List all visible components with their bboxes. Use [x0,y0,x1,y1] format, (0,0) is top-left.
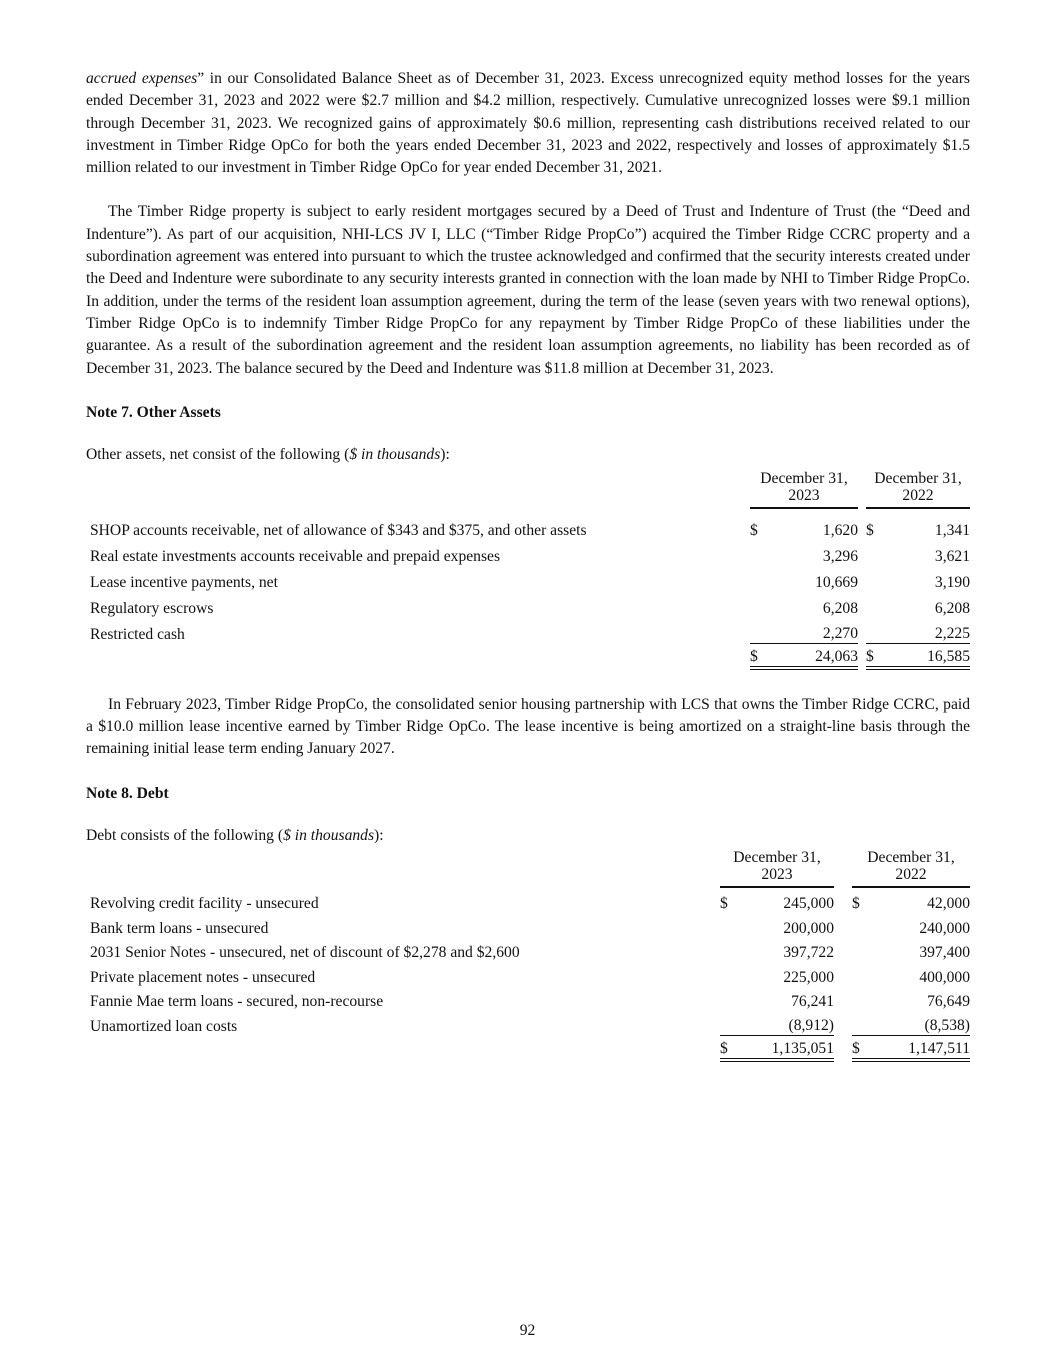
table-total-row: $ 24,063 $ 16,585 [86,644,970,668]
note-8-heading: Note 8. Debt [86,784,169,802]
table-row: Private placement notes - unsecured 225,000 400,000 [90,968,970,986]
table-row: Restricted cash 2,270 2,225 [90,625,970,643]
page-number: 92 [519,1322,536,1339]
table-row: Lease incentive payments, net 10,669 3,190 [90,573,970,591]
column-header-2023: December 31, 2023 [720,849,834,887]
paragraph-equity-method-losses: accrued expenses” in our Consolidated Balance Sheet as of December 31, 2023. Excess unrecognized equity method losses for the years ended December 31, 2023 and 2022 were $2.7 million and $4.2 million, respectively. Cumulative unrecognized losses were $9.1 million through December 31, 2023. We recognized gains of approximately $0.6 million, representing cash distributions received related to our investment in Timber Ridge OpCo for both the years ended December 31, 2023 and 2022, respectively and losses of approximately $1.5 million related to our investment in Timber Ridge OpCo for year ended December 31, 2021. [86,70,970,177]
document-page [86,68,970,1062]
column-header-2023: December 31, 2023 [750,470,858,508]
table-total-row: $ 1,135,051 $ 1,147,511 [86,1036,970,1060]
table-row: Regulatory escrows 6,208 6,208 [90,599,970,617]
table-row: SHOP accounts receivable, net of allowance of $343 and $375, and other assets $ 1,620 $ 1,341 [90,521,970,539]
table-row: Unamortized loan costs (8,912) (8,538) [90,1017,970,1035]
table-row: Real estate investments accounts receivable and prepaid expenses 3,296 3,621 [90,547,970,565]
table-row: Bank term loans - unsecured 200,000 240,000 [90,919,970,937]
note-8-intro: Debt consists of the following ($ in thousands): [86,826,384,844]
note-7-heading: Note 7. Other Assets [86,403,221,421]
italic-lead: accrued expenses [86,70,198,87]
other-assets-table [86,470,970,670]
column-header-2022: December 31, 2022 [852,849,970,887]
note-7-intro: Other assets, net consist of the following ($ in thousands): [86,445,450,463]
paragraph-lease-incentive: In February 2023, Timber Ridge PropCo, the consolidated senior housing partnership with LCS that owns the Timber Ridge CCRC, paid a $10.0 million lease incentive earned by Timber Ridge OpCo. The lease incentive is being amortized on a straight-line basis through the remaining initial lease term ending January 2027. [86,695,970,758]
debt-table [86,849,970,1062]
table-header-row [86,470,970,508]
table-row: Fannie Mae term loans - secured, non-recourse 76,241 76,649 [90,993,970,1011]
column-header-2022: December 31, 2022 [866,470,970,508]
table-header-row [86,849,970,887]
paragraph-deed-and-indenture: The Timber Ridge property is subject to early resident mortgages secured by a Deed of Trust and Indenture of Trust (the “Deed and Indenture”). As part of our acquisition, NHI-LCS JV I, LLC (“Timber Ridge PropCo”) acquired the Timber Ridge CCRC property and a subordination agreement was entered into pursuant to which the trustee acknowledged and confirmed that the security interests created under the Deed and Indenture were subordinate to any security interests granted in connection with the loan made by NHI to Timber Ridge PropCo. In addition, under the terms of the resident loan assumption agreement, during the term of the lease (seven years with two renewal options), Timber Ridge OpCo is to indemnify Timber Ridge PropCo for any repayment by Timber Ridge PropCo of these liabilities under the guarantee. As a result of the subordination agreement and the resident loan assumption agreements, no liability has been recorded as of December 31, 2023. The balance secured by the Deed and Indenture was $11.8 million at December 31, 2023. [86,203,970,377]
table-row: 2031 Senior Notes - unsecured, net of discount of $2,278 and $2,600 397,722 397,400 [90,944,970,962]
table-row: Revolving credit facility - unsecured $ 245,000 $ 42,000 [90,895,970,913]
